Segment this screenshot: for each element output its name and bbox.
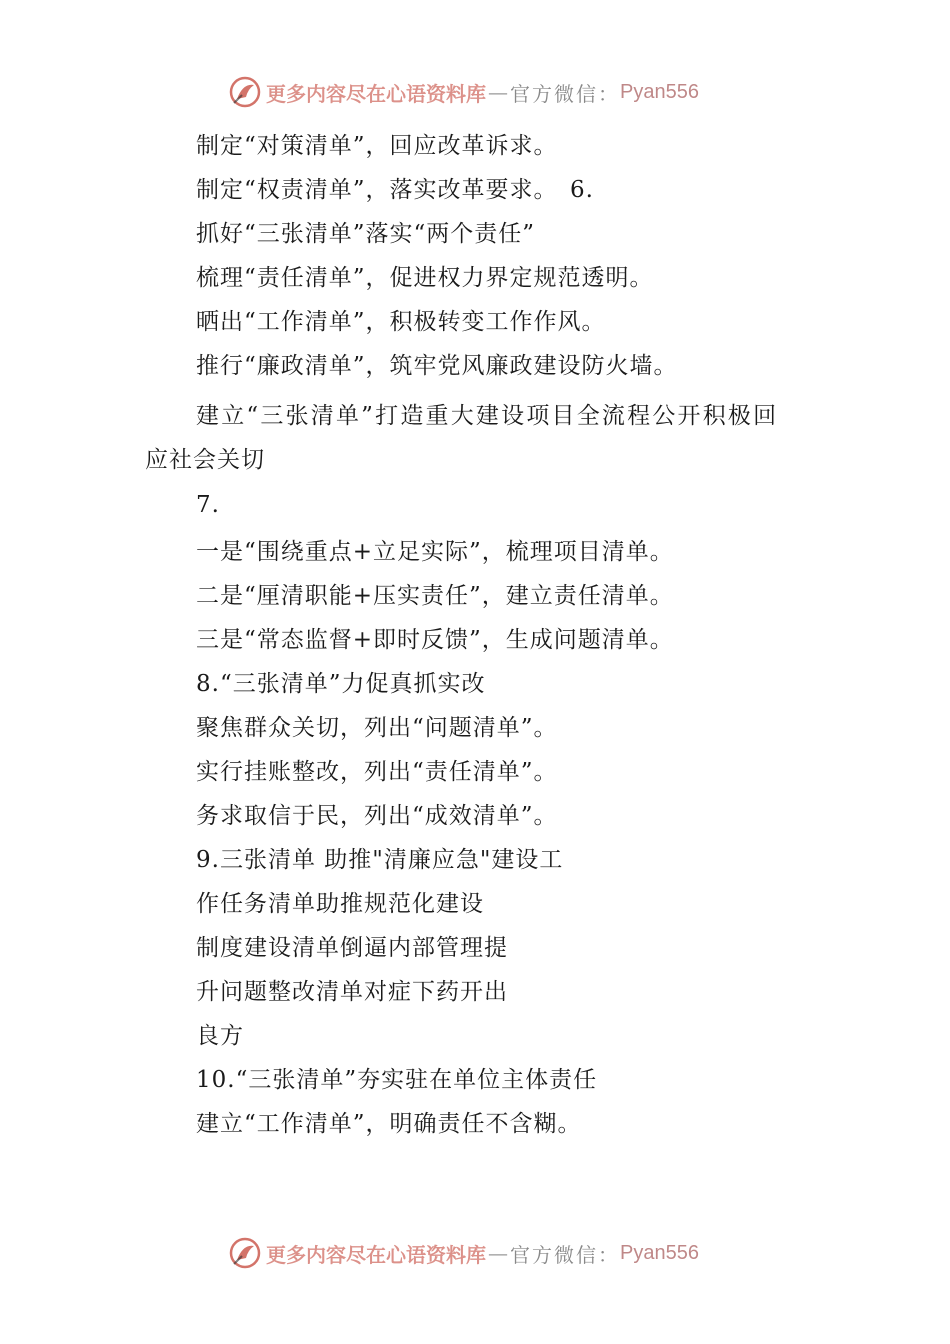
banner-dash: — [488,80,508,104]
text-line: 应社会关切 [145,447,265,473]
text-line: 实行挂账整改，列出“责任清单”。 [196,759,558,785]
footer-watermark [228,1233,699,1273]
text-line: 制度建设清单倒逼内部管理提 [196,935,508,961]
text-line: 制定“对策清单”，回应改革诉求。 [196,133,558,159]
wechat-label: 官方微信： [510,1242,620,1267]
text-line: 梳理“责任清单”，促进权力界定规范透明。 [196,265,654,291]
text-line: 制定“权责清单”，落实改革要求。 6. [196,177,594,203]
banner-dash: — [488,1241,508,1265]
brand-logo-icon [228,75,262,109]
text-line: 三是“常态监督+即时反馈”，生成问题清单。 [196,627,674,653]
wechat-label: 官方微信： [510,81,620,106]
text-line: 良方 [196,1023,244,1049]
text-line: 一是“围绕重点+立足实际”，梳理项目清单。 [196,539,674,565]
brand-name: 更多内容尽在心语资料库 [266,81,486,106]
text-line: 推行“廉政清单”，筑牢党风廉政建设防火墙。 [196,353,678,379]
text-line: 晒出“工作清单”，积极转变工作作风。 [196,309,606,335]
text-line: 二是“厘清职能+压实责任”，建立责任清单。 [196,583,674,609]
header-watermark [228,72,699,112]
wechat-account: Pyan556 [620,1241,699,1264]
text-line: 10.“三张清单”夯实驻在单位主体责任 [196,1067,598,1093]
text-line: 8.“三张清单”力促真抓实改 [196,671,486,697]
brand-name: 更多内容尽在心语资料库 [266,1242,486,1267]
brand-logo-icon [228,1236,262,1270]
text-line: 9.三张清单 助推"清廉应急"建设工 [196,847,564,873]
text-line: 务求取信于民，列出“成效清单”。 [196,803,558,829]
text-line: 7. [196,492,220,518]
text-line: 聚焦群众关切，列出“问题清单”。 [196,715,558,741]
text-line: 建立“三张清单”打造重大建设项目全流程公开积极回 [196,403,779,429]
text-line: 升问题整改清单对症下药开出 [196,979,508,1005]
text-line: 抓好“三张清单”落实“两个责任” [196,221,536,247]
wechat-account: Pyan556 [620,80,699,103]
text-line: 建立“工作清单”，明确责任不含糊。 [196,1111,582,1137]
text-line: 作任务清单助推规范化建设 [196,891,484,917]
